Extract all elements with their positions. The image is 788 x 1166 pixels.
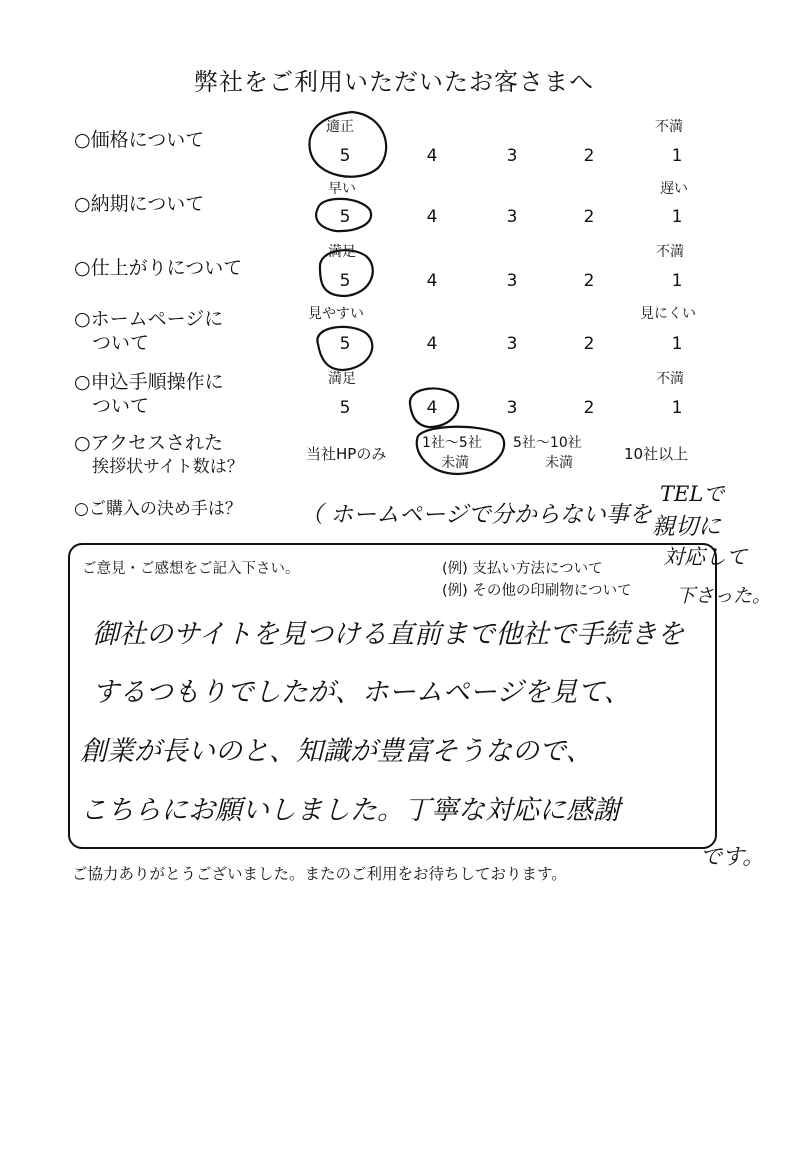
question-homepage-label-2: ついて: [92, 332, 150, 354]
delivery-option-5[interactable]: 5: [339, 207, 351, 227]
comment-example-2: (例) その他の印刷物について: [442, 583, 632, 599]
question-price-label: ○価格について: [74, 129, 205, 151]
delivery-option-3[interactable]: 3: [506, 207, 518, 227]
access-option-10-plus[interactable]: 10社以上: [624, 445, 689, 463]
decision-answer-kudasatta: 下さった。: [676, 585, 772, 607]
homepage-option-3[interactable]: 3: [506, 334, 518, 354]
comment-example-1: (例) 支払い方法について: [442, 561, 603, 577]
question-finish-label: ○仕上がりについて: [74, 257, 243, 279]
delivery-option-1[interactable]: 1: [671, 207, 683, 227]
homepage-option-2[interactable]: 2: [583, 334, 595, 354]
delivery-option-2[interactable]: 2: [583, 207, 595, 227]
decision-answer-taiou: 対応して: [663, 545, 747, 569]
finish-option-5[interactable]: 5: [339, 271, 351, 291]
question-homepage-label: ○ホームページに: [74, 308, 224, 330]
access-option-1-5-line1[interactable]: 1社～5社: [422, 435, 482, 451]
delivery-left-label: 早い: [328, 181, 356, 197]
homepage-right-label: 見にくい: [640, 306, 696, 322]
price-right-label: 不満: [655, 119, 683, 135]
price-option-3[interactable]: 3: [506, 146, 518, 166]
homepage-option-4[interactable]: 4: [426, 334, 438, 354]
finish-option-1[interactable]: 1: [671, 271, 683, 291]
access-option-1-5-line2[interactable]: 未満: [441, 455, 469, 471]
comment-line-3: 創業が長いのと、知識が豊富そうなので、: [80, 736, 593, 767]
page-title: 弊社をご利用いただいたお客さまへ: [194, 68, 594, 96]
delivery-option-4[interactable]: 4: [426, 207, 438, 227]
decision-answer-kind: 親切に: [652, 514, 721, 540]
question-procedure-label: ○申込手順操作に: [74, 371, 224, 393]
procedure-option-3[interactable]: 3: [506, 398, 518, 418]
access-option-hp-only[interactable]: 当社HPのみ: [306, 445, 387, 463]
access-option-5-10-line1[interactable]: 5社～10社: [513, 435, 582, 451]
finish-option-2[interactable]: 2: [583, 271, 595, 291]
comment-prompt: ご意見・ご感想をご記入下さい。: [82, 561, 300, 577]
finish-right-label: 不満: [656, 244, 684, 260]
procedure-option-1[interactable]: 1: [671, 398, 683, 418]
procedure-right-label: 不満: [656, 371, 684, 387]
homepage-option-1[interactable]: 1: [671, 334, 683, 354]
procedure-option-5[interactable]: 5: [339, 398, 351, 418]
finish-left-label: 満足: [328, 244, 356, 260]
price-option-5[interactable]: 5: [339, 146, 351, 166]
comment-line-1: 御社のサイトを見つける直前まで他社で手続きを: [92, 619, 685, 650]
price-left-label: 適正: [326, 119, 354, 135]
finish-option-3[interactable]: 3: [506, 271, 518, 291]
question-procedure-label-2: ついて: [92, 395, 150, 417]
finish-option-4[interactable]: 4: [426, 271, 438, 291]
homepage-left-label: 見やすい: [308, 306, 364, 322]
decision-answer-tel: TELで: [660, 482, 725, 506]
footer-thanks: ご協力ありがとうございました。またのご利用をお待ちしております。: [72, 865, 567, 883]
question-decision-label: ○ご購入の決め手は？: [74, 499, 242, 519]
procedure-left-label: 満足: [328, 371, 356, 387]
procedure-option-4[interactable]: 4: [426, 398, 438, 418]
question-access-label: ○アクセスされた: [74, 432, 224, 454]
question-delivery-label: ○納期について: [74, 193, 205, 215]
decision-answer-line1: （ ホームページで分からない事を: [300, 502, 652, 528]
access-option-5-10-line2[interactable]: 未満: [545, 455, 573, 471]
price-option-1[interactable]: 1: [671, 146, 683, 166]
comment-line-4: こちらにお願いしました。丁寧な対応に感謝: [80, 795, 620, 826]
question-access-label-2: 挨拶状サイト数は？: [92, 457, 244, 477]
price-option-2[interactable]: 2: [583, 146, 595, 166]
comment-line-tail: です。: [700, 845, 765, 870]
comment-line-2: するつもりでしたが、ホームページを見て、: [92, 677, 631, 708]
delivery-right-label: 遅い: [660, 181, 688, 197]
procedure-option-2[interactable]: 2: [583, 398, 595, 418]
homepage-option-5[interactable]: 5: [339, 334, 351, 354]
price-option-4[interactable]: 4: [426, 146, 438, 166]
